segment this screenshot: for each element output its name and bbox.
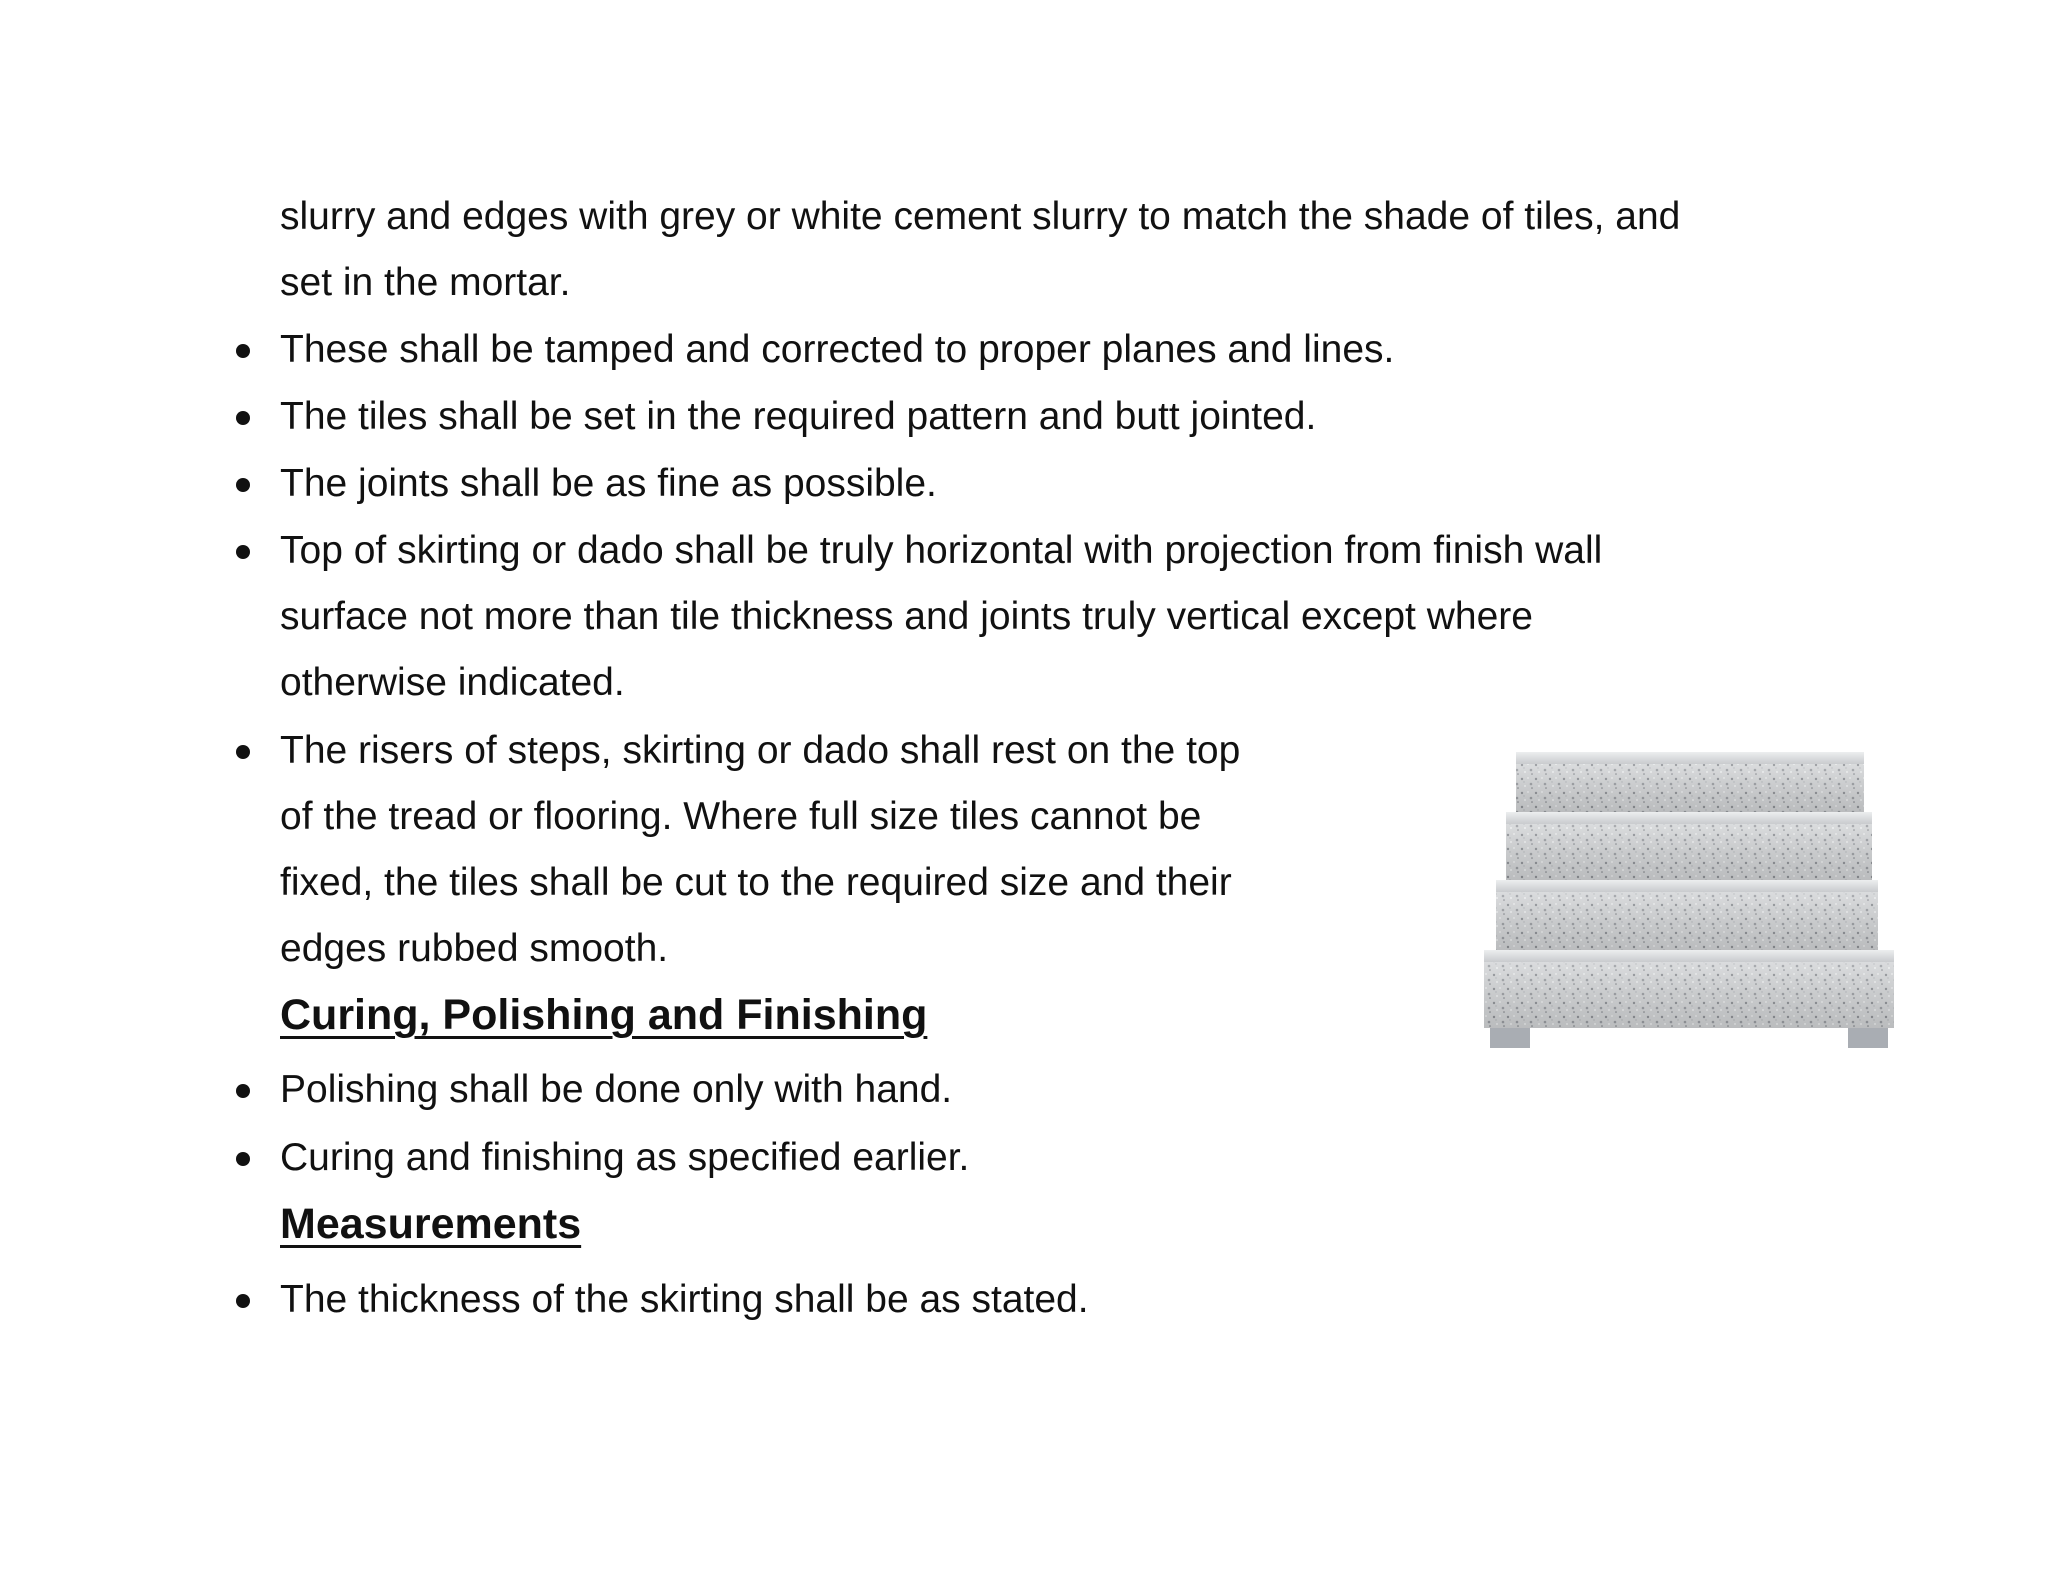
paragraph-continuation-line-2: set in the mortar. <box>280 261 571 304</box>
bullet-dot <box>236 1294 250 1308</box>
paragraph-continuation-line-1: slurry and edges with grey or white cement slurry to match the shade of tiles, and <box>280 195 1681 238</box>
bullet-item-skirting-line-3: otherwise indicated. <box>280 661 625 704</box>
bullet-item-joints: The joints shall be as fine as possible. <box>280 462 937 505</box>
bullet-dot <box>236 411 250 425</box>
bullet-item-risers-line-2: of the tread or flooring. Where full size tiles cannot be <box>280 795 1202 838</box>
bullet-dot <box>236 478 250 492</box>
bullet-item-curing: Curing and finishing as specified earlier. <box>280 1136 970 1179</box>
bullet-item-polishing: Polishing shall be done only with hand. <box>280 1068 953 1111</box>
bullet-item-tamped: These shall be tamped and corrected to proper planes and lines. <box>280 328 1395 371</box>
section-heading-curing: Curing, Polishing and Finishing <box>280 991 928 1039</box>
section-heading-measurements: Measurements <box>280 1200 582 1248</box>
bullet-item-skirting-line-2: surface not more than tile thickness and joints truly vertical except where <box>280 595 1533 638</box>
bullet-dot <box>236 344 250 358</box>
bullet-dot <box>236 1152 250 1166</box>
bullet-item-pattern: The tiles shall be set in the required pattern and butt jointed. <box>280 395 1317 438</box>
bullet-item-risers-line-3: fixed, the tiles shall be cut to the required size and their <box>280 861 1232 904</box>
bullet-dot <box>236 545 250 559</box>
bullet-item-thickness: The thickness of the skirting shall be as stated. <box>280 1278 1089 1321</box>
bullet-item-skirting-line-1: Top of skirting or dado shall be truly horizontal with projection from finish wall <box>280 529 1603 572</box>
bullet-item-risers-line-4: edges rubbed smooth. <box>280 927 669 970</box>
bullet-item-risers-line-1: The risers of steps, skirting or dado shall rest on the top <box>280 729 1241 772</box>
granite-steps-image <box>1380 720 2000 1130</box>
bullet-dot <box>236 1084 250 1098</box>
granite-steps-icon <box>1380 720 2000 1130</box>
bullet-dot <box>236 745 250 759</box>
